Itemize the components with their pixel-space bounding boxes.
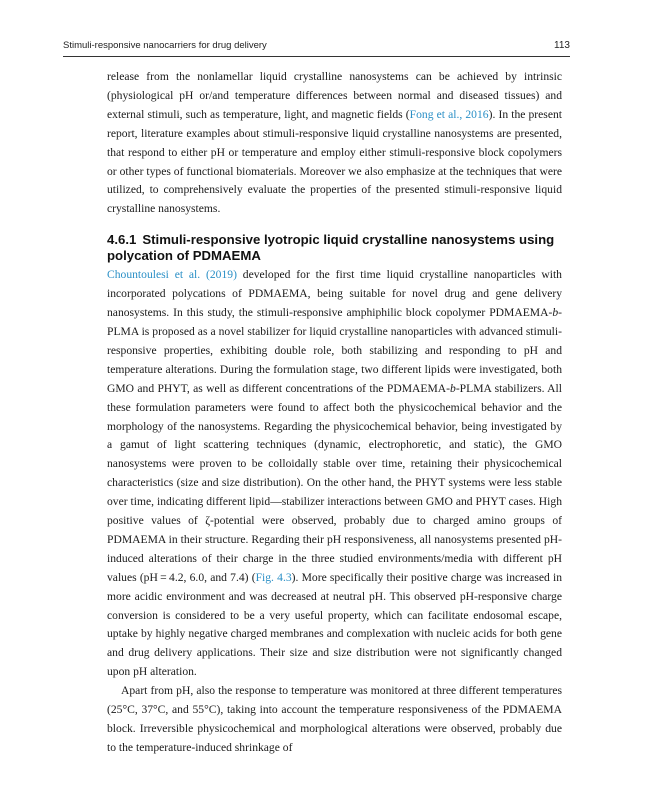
page-number: 113 bbox=[554, 40, 570, 51]
intro-text-before-citation: release from the nonlamellar liquid crystalline nanosystems can be achieved by intrinsic (physiological pH or/and temperature differences between normal and diseased tissues) and external stimuli, such as temperature, light, and magnetic fields ( bbox=[107, 70, 562, 121]
figure-link-4-3[interactable]: Fig. 4.3 bbox=[255, 570, 292, 584]
paragraph-1-part-2: -PLMA is proposed as a novel stabilizer for liquid crystalline nanoparticles with advanced stimuli-responsive properties, exhibiting double role, both stabilizing and responding to pH and temperature alterations. During the formulation stage, two different lipids were investigated, both GMO and PHYT, as well as different concentrations of the PDMAEMA- bbox=[107, 306, 562, 395]
citation-link-fong-2016[interactable]: Fong et al., 2016 bbox=[409, 107, 489, 121]
paragraph-1-part-4: ). More specifically their positive charge was increased in more acidic environment and was decreased at neutral pH. This observed pH-responsive charge conversion is considered to be a very useful property, which can facilitate endosomal escape, uptake by highly negative charged membranes and complexation with nucleic acids for both gene and drug delivery applications. Their size and size distribution were not significantly changed upon pH alteration. bbox=[107, 570, 563, 679]
page-body bbox=[107, 68, 562, 758]
running-head bbox=[63, 40, 570, 57]
citation-link-chountoulesi-2019[interactable]: Chountoulesi et al. (2019) bbox=[107, 268, 237, 282]
section-title: Stimuli-responsive lyotropic liquid crystalline nanosystems using polycation of PDMAEMA bbox=[107, 232, 555, 264]
running-head-title: Stimuli-responsive nanocarriers for drug delivery bbox=[63, 40, 267, 51]
paragraph-1-italic-b-2: b bbox=[450, 381, 456, 395]
section-heading bbox=[107, 232, 562, 264]
intro-text-after-citation: ). In the present report, literature examples about stimuli-responsive liquid crystalline nanosystems are presented, that respond to either pH or temperature and employ either stimuli-responsive block copolymers or other types of functional biomaterials. Moreover we also emphasize at the techniques that were utilized, to comprehensively evaluate the properties of the presented stimuli-responsive liquid crystalline nanosystems. bbox=[107, 107, 562, 216]
paragraph-1-part-1: developed for the first time liquid crystalline nanoparticles with incorporated polycations of PDMAEMA, being suitable for novel drug and gene delivery nanosystems. In this study, the stimuli-responsive amphiphilic block copolymer PDMAEMA- bbox=[107, 268, 562, 320]
body-paragraph-2: Apart from pH, also the response to temperature was monitored at three different temperatures (25°C, 37°C, and 55°C), taking into account the temperature responsiveness of the PDMAEMA block. Irreversible physicochemical and morphological alterations were observed, probably due to the temperature-induced shrinkage of bbox=[107, 684, 562, 754]
intro-paragraph bbox=[107, 68, 562, 219]
body-paragraph-1 bbox=[107, 266, 562, 682]
section-number: 4.6.1 bbox=[107, 232, 137, 248]
paragraph-1-italic-b-1: b bbox=[552, 306, 559, 320]
paragraph-1-part-3: -PLMA stabilizers. All these formulation parameters were found to affect both the physicochemical behavior and the morphology of the nanosystems. Regarding the physicochemical behavior, being investigated by a gamut of light scattering techniques (dynamic, electrophoretic, and static), the GMO nanosystems were proven to be colloidally stable over time, retaining their physicochemical characteristics (size and size distribution). On the other hand, the PHYT systems were less stable over time, indicating different lipid—stabilizer interactions between GMO and PHYT cases. High positive values of ζ-potential were observed, probably due to charged amino groups of PDMAEMA in their structure. Regarding their pH responsiveness, all nanosystems presented pH-induced alterations of their charge in the three studied environments/media with different pH values (pH = 4.2, 6.0, and 7.4) ( bbox=[107, 381, 562, 584]
